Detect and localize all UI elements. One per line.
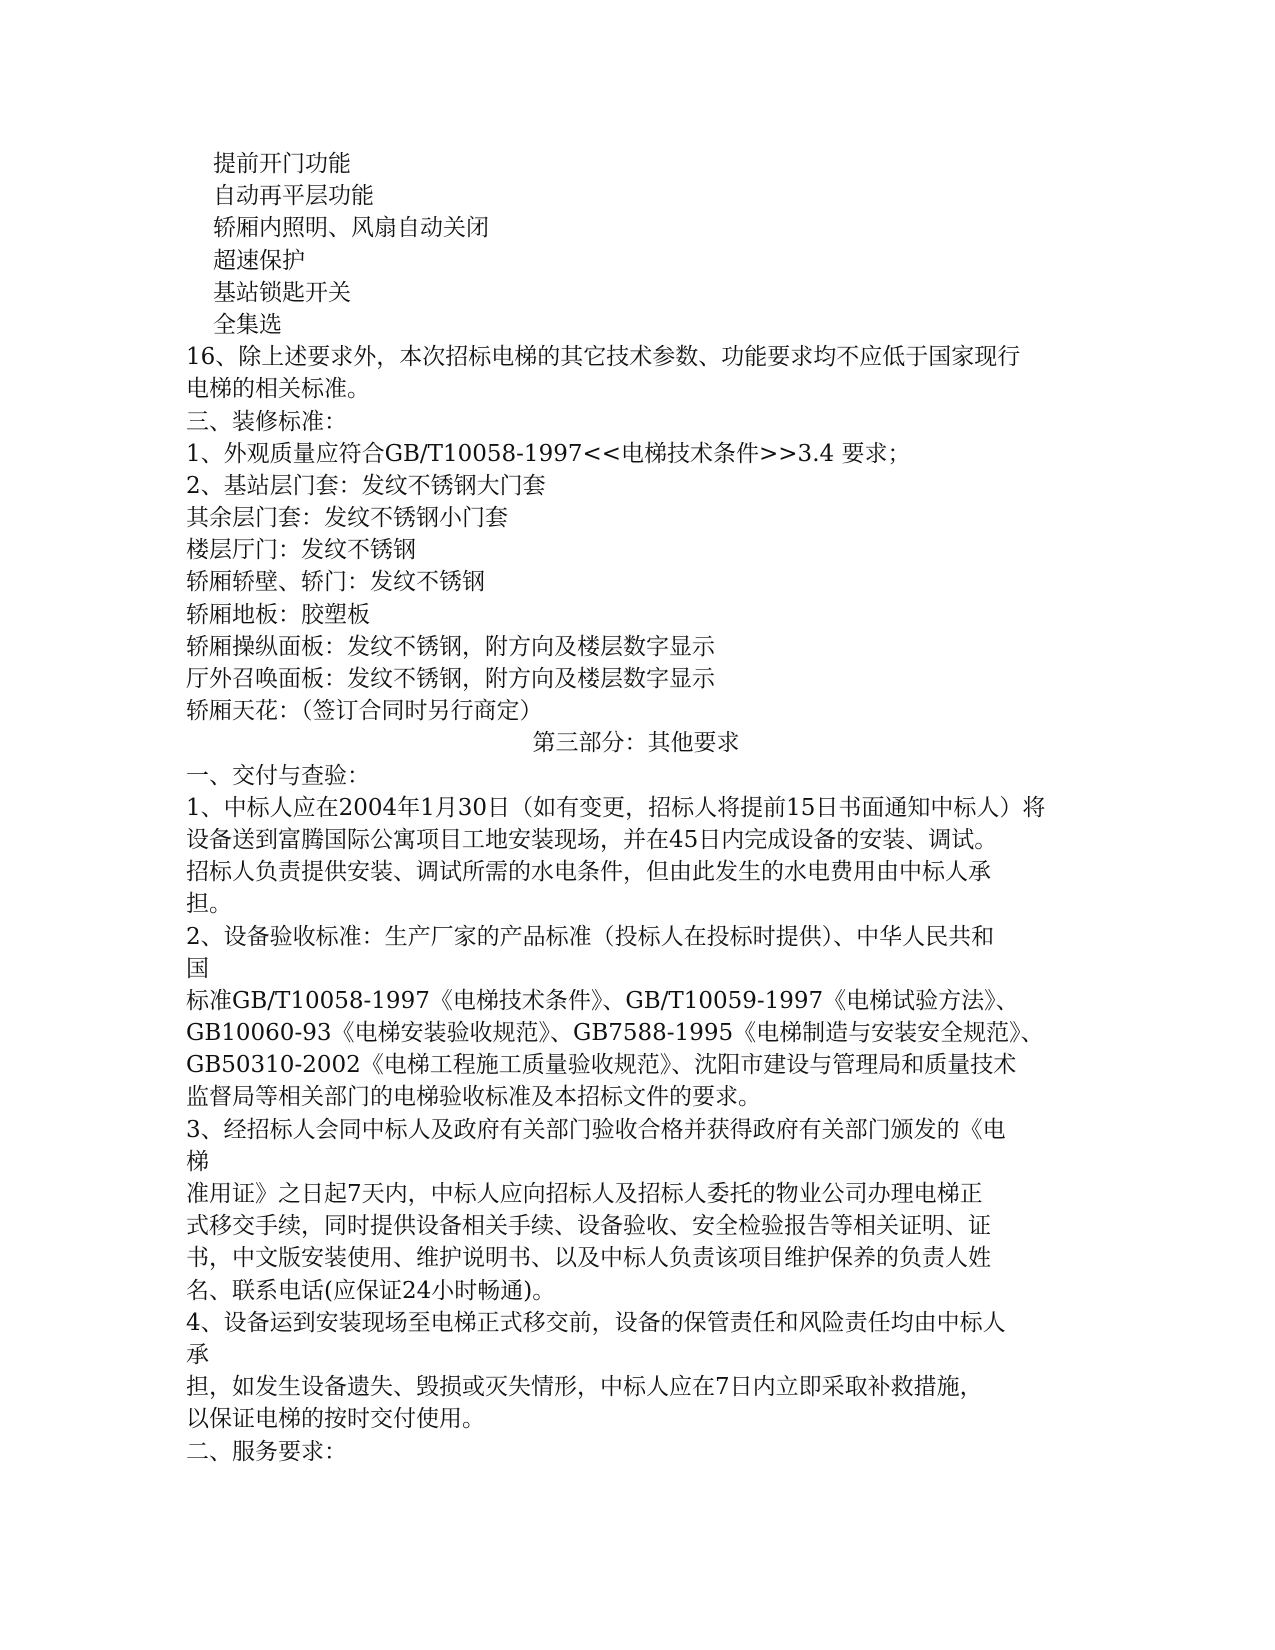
text-line: 轿厢操纵面板：发纹不锈钢，附方向及楼层数字显示 <box>186 633 715 660</box>
text-line: 标准GB/T10058-1997《电梯技术条件》、GB/T10059-1997《电梯试验方法》、 <box>186 987 1019 1014</box>
document-body <box>186 148 1086 1468</box>
text-line: 以保证电梯的按时交付使用。 <box>186 1406 485 1433</box>
text-line: 承 <box>186 1341 209 1368</box>
text-line: 基站锁匙开关 <box>213 279 351 306</box>
text-line: 轿厢轿壁、轿门：发纹不锈钢 <box>186 569 485 596</box>
text-line: 三、装修标准： <box>186 408 347 435</box>
text-line: 式移交手续，同时提供设备相关手续、设备验收、安全检验报告等相关证明、证 <box>186 1213 991 1240</box>
text-line: GB50310-2002《电梯工程施工质量验收规范》、沈阳市建设与管理局和质量技术 <box>186 1052 1017 1079</box>
text-line: 轿厢地板：胶塑板 <box>186 601 370 628</box>
text-line: 1、外观质量应符合GB/T10058-1997<<电梯技术条件>>3.4 要求； <box>186 440 911 467</box>
text-line: 轿厢天花：（签订合同时另行商定） <box>186 698 543 725</box>
text-line: 4、设备运到安装现场至电梯正式移交前，设备的保管责任和风险责任均由中标人 <box>186 1309 1006 1336</box>
section-heading: 第三部分：其他要求 <box>532 730 740 757</box>
text-line: 担。 <box>186 891 232 918</box>
text-line: 轿厢内照明、风扇自动关闭 <box>213 215 489 242</box>
text-line: 超速保护 <box>213 247 305 274</box>
text-line: 楼层厅门：发纹不锈钢 <box>186 537 416 564</box>
text-line: 2、设备验收标准：生产厂家的产品标准（投标人在投标时提供）、中华人民共和 <box>186 923 995 950</box>
text-line: 梯 <box>186 1148 209 1175</box>
text-line: 二、服务要求： <box>186 1438 347 1465</box>
text-line: 监督局等相关部门的电梯验收标准及本招标文件的要求。 <box>186 1084 761 1111</box>
text-line: 招标人负责提供安装、调试所需的水电条件，但由此发生的水电费用由中标人承 <box>186 859 991 886</box>
text-line: 16、除上述要求外，本次招标电梯的其它技术参数、功能要求均不应低于国家现行 <box>186 344 1021 371</box>
text-line: 全集选 <box>213 311 282 338</box>
text-line: 电梯的相关标准。 <box>186 376 370 403</box>
text-line: 厅外召唤面板：发纹不锈钢，附方向及楼层数字显示 <box>186 666 715 692</box>
text-line: 担，如发生设备遗失、毁损或灭失情形，中标人应在7日内立即采取补救措施， <box>186 1374 983 1401</box>
text-line: 准用证》之日起7天内，中标人应向招标人及招标人委托的物业公司办理电梯正 <box>186 1181 983 1207</box>
text-line: 书，中文版安装使用、维护说明书、以及中标人负责该项目维护保养的负责人姓 <box>186 1245 991 1272</box>
text-line: 设备送到富腾国际公寓项目工地安装现场，并在45日内完成设备的安装、调试。 <box>186 826 998 853</box>
text-line: GB10060-93《电梯安装验收规范》、GB7588-1995《电梯制造与安装安全规范》、 <box>186 1020 1044 1047</box>
text-line: 2、基站层门套：发纹不锈钢大门套 <box>186 472 546 499</box>
text-line: 自动再平层功能 <box>213 183 374 210</box>
text-line: 国 <box>186 955 209 982</box>
text-line: 名、联系电话(应保证24小时畅通)。 <box>186 1277 556 1304</box>
text-line: 提前开门功能 <box>213 151 351 177</box>
text-line: 1、中标人应在2004年1月30日（如有变更，招标人将提前15日书面通知中标人）将 <box>186 794 1046 821</box>
text-line: 其余层门套：发纹不锈钢小门套 <box>186 505 508 532</box>
text-line: 一、交付与查验： <box>186 762 370 789</box>
text-line: 3、经招标人会同中标人及政府有关部门验收合格并获得政府有关部门颁发的《电 <box>186 1116 1006 1143</box>
